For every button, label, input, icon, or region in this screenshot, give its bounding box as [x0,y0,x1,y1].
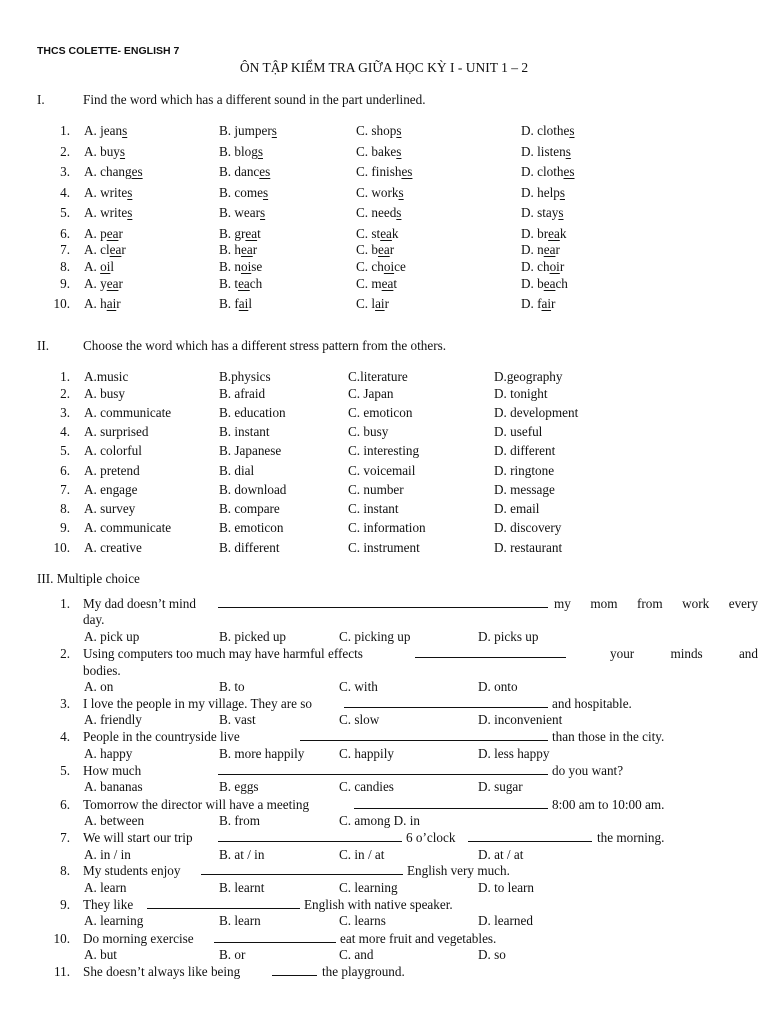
answer-option-b: B. compare [219,501,280,516]
underlined-part: s [396,205,402,220]
underlined-part: ai [375,296,385,311]
answer-option-c: C. picking up [339,629,411,644]
answer-option-a: A. year [84,276,123,291]
section-2-roman: II. [37,338,50,353]
answer-option-c: C. needs [356,205,402,220]
answer-option-d: D. to learn [478,880,535,895]
question-text: I love the people in my village. They are so [83,696,313,711]
question-text-continued: day. [83,612,105,627]
question-number: 8. [60,259,70,274]
question-text: 6 o’clock [406,830,456,845]
question-text: We will start our trip [83,830,193,845]
question-number: 1. [60,123,70,138]
underlined-part: s [260,205,266,220]
answer-option-a: A. surprised [84,424,149,439]
underlined-part: ai [541,296,552,311]
question-text: My dad doesn’t mind [83,596,196,611]
question-number: 4. [60,729,70,744]
underlined-part: ea [380,226,392,241]
answer-option-d: D. sugar [478,779,523,794]
answer-option-a: A. friendly [84,712,142,727]
answer-option-a: A. happy [84,746,133,761]
answer-option-d: D. choir [521,259,565,274]
answer-option-a: A. learn [84,880,127,895]
answer-option-d: D. clothes [521,123,575,138]
answer-option-b: B. jumpers [219,123,277,138]
section-1-heading: Find the word which has a different sound in the part underlined. [83,92,426,107]
question-number: 2. [60,386,70,401]
underlined-part: ea [106,276,119,291]
answer-option-b: B. dial [219,463,255,478]
answer-option-a: A. survey [84,501,136,516]
answer-option-c: C. happily [339,746,394,761]
answer-option-d: D.geography [494,369,563,384]
question-number: 7. [60,242,70,257]
answer-option-c: C. choice [356,259,406,274]
answer-option-d: D. at / at [478,847,524,862]
question-number: 10. [53,540,70,555]
answer-option-c: C. voicemail [348,463,416,478]
underlined-part: s [257,144,263,159]
question-number: 3. [60,164,70,179]
answer-option-b: B. eggs [219,779,259,794]
answer-option-a: A. engage [84,482,138,497]
answer-option-c: C. works [356,185,404,200]
answer-option-a: A. writes [84,185,133,200]
question-text: Do morning exercise [83,931,194,946]
answer-blank [147,908,300,909]
answer-option-d: D. discovery [494,520,562,535]
underlined-part: ea [548,226,560,241]
answer-option-a: A. pear [84,226,123,241]
answer-option-b: B. hear [219,242,258,257]
question-text: Using computers too much may have harmful effects [83,646,363,661]
answer-option-c: C. number [348,482,404,497]
answer-option-d: D. fair [521,296,556,311]
underlined-part: ea [240,242,253,257]
answer-blank [218,841,402,842]
answer-option-d: D. listens [521,144,571,159]
underlined-part: es [131,164,143,179]
answer-blank [344,707,548,708]
question-number: 3. [60,696,70,711]
question-number: 9. [60,897,70,912]
underlined-part: s [262,185,269,200]
question-number: 7. [60,482,70,497]
question-text: eat more fruit and vegetables. [340,931,497,946]
section-2-heading: Choose the word which has a different stress pattern from the others. [83,338,447,353]
answer-option-b: B. learnt [219,880,265,895]
answer-option-d: D. learned [478,913,533,928]
underlined-part: s [396,144,402,159]
question-text: How much [83,763,142,778]
answer-option-d: D. clothes [521,164,575,179]
answer-option-d: D. break [521,226,567,241]
underlined-part: ea [543,276,556,291]
question-text: the playground. [322,964,405,979]
underlined-part: s [396,123,402,138]
underlined-part: ea [238,276,250,291]
underlined-part: s [122,123,128,138]
answer-blank [468,841,592,842]
underlined-part: s [558,205,564,220]
answer-option-d: D. less happy [478,746,550,761]
answer-option-c: C. and [339,947,374,962]
answer-option-d: D. near [521,242,560,257]
answer-option-d: D. different [494,443,556,458]
answer-option-d: D. email [494,501,540,516]
answer-option-c: C. instant [348,501,399,516]
question-number: 6. [60,797,70,812]
answer-option-d: D. picks up [478,629,539,644]
answer-option-b: B. to [219,679,245,694]
answer-option-c: C.literature [348,369,408,384]
answer-option-a: A. oil [84,259,115,274]
underlined-part: oi [240,259,252,274]
answer-option-b: B. great [219,226,261,241]
answer-blank [218,607,548,608]
answer-option-c: C. steak [356,226,399,241]
answer-blank [201,874,403,875]
underlined-part: es [401,164,413,179]
answer-blank [415,657,566,658]
question-number: 6. [60,226,70,241]
answer-option-c: C. learns [339,913,386,928]
question-text: She doesn’t always like being [83,964,241,979]
answer-option-b: B. afraid [219,386,266,401]
answer-option-a: A. buys [84,144,126,159]
underlined-part: s [398,185,404,200]
answer-option-c: C. learning [339,880,398,895]
answer-option-b: B. comes [219,185,269,200]
answer-option-a: A. in / in [84,847,131,862]
underlined-part: ea [106,226,119,241]
underlined-part: ai [238,296,249,311]
question-number: 10. [53,931,70,946]
answer-option-b: B. noise [219,259,263,274]
answer-option-b: B. emoticon [219,520,284,535]
answer-option-d: D. stays [521,205,564,220]
answer-option-b: B. Japanese [219,443,282,458]
section-3-heading: III. Multiple choice [37,571,140,586]
answer-option-b: B. instant [219,424,270,439]
underlined-part: ea [381,276,394,291]
answer-option-c: C. busy [348,424,389,439]
question-text: 8:00 am to 10:00 am. [552,797,665,812]
answer-blank [272,975,317,976]
answer-option-d: D. message [494,482,555,497]
answer-option-a: A. on [84,679,114,694]
underlined-part: ea [377,242,390,257]
answer-option-a: A. creative [84,540,142,555]
underlined-part: es [563,164,575,179]
answer-option-c: C. candies [339,779,394,794]
answer-option-b: B. or [219,947,246,962]
answer-option-b: B. blogs [219,144,263,159]
question-text: English very much. [407,863,510,878]
question-text: Tomorrow the director will have a meeting [83,797,310,812]
answer-option-c: C. slow [339,712,380,727]
answer-blank [218,774,548,775]
underlined-part: s [127,205,133,220]
answer-option-d: D. development [494,405,579,420]
underlined-part: s [271,123,277,138]
question-number: 7. [60,830,70,845]
answer-option-d: D. so [478,947,506,962]
question-number: 5. [60,443,70,458]
answer-option-b: B. dances [219,164,271,179]
answer-blank [354,808,548,809]
answer-option-b: B. picked up [219,629,287,644]
answer-option-a: A. pretend [84,463,140,478]
answer-option-d: D. ringtone [494,463,555,478]
answer-option-a: A. communicate [84,405,172,420]
answer-option-b: B. vast [219,712,256,727]
answer-option-c: C. shops [356,123,402,138]
underlined-part: s [565,144,571,159]
answer-option-a: A. clear [84,242,126,257]
answer-option-d: D. onto [478,679,518,694]
answer-option-a: A. writes [84,205,133,220]
question-number: 9. [60,276,70,291]
answer-option-a: A. bananas [84,779,143,794]
answer-option-b: B. more happily [219,746,305,761]
question-text: People in the countryside live [83,729,240,744]
answer-option-a: A. but [84,947,117,962]
underlined-part: oi [549,259,560,274]
answer-option-d: D. tonight [494,386,548,401]
underlined-part: oi [383,259,395,274]
underlined-part: oi [100,259,111,274]
answer-option-a: A. colorful [84,443,142,458]
answer-option-c: C. lair [356,296,389,311]
answer-option-c: C. emoticon [348,405,413,420]
answer-option-a: A. jeans [84,123,128,138]
answer-option-a: A. busy [84,386,126,401]
answer-blank [300,740,548,741]
question-text: than those in the city. [552,729,665,744]
answer-option-d: D. helps [521,185,565,200]
answer-option-b: B. education [219,405,286,420]
underlined-part: ai [106,296,117,311]
question-number: 3. [60,405,70,420]
answer-option-a: A. hair [84,296,121,311]
answer-option-b: B. download [219,482,287,497]
answer-option-d: D. restaurant [494,540,563,555]
answer-option-a: A. communicate [84,520,172,535]
question-number: 2. [60,646,70,661]
question-number: 6. [60,463,70,478]
question-number: 4. [60,424,70,439]
underlined-part: s [119,144,126,159]
underlined-part: s [569,123,575,138]
question-text: and hospitable. [552,696,632,711]
underlined-part: ea [245,226,258,241]
question-number: 4. [60,185,70,200]
question-number: 8. [60,863,70,878]
answer-option-b: B. wears [219,205,266,220]
question-text: My students enjoy [83,863,181,878]
answer-option-c: C. meat [356,276,398,291]
question-number: 5. [60,205,70,220]
answer-option-b: B. teach [219,276,263,291]
question-text-continued: bodies. [83,663,121,678]
answer-option-a: A. between [84,813,145,828]
answer-option-a: A.music [84,369,129,384]
question-text: English with native speaker. [304,897,453,912]
question-text: the morning. [597,830,665,845]
underlined-part: s [559,185,565,200]
answer-option-b: B. different [219,540,280,555]
section-1-roman: I. [37,92,45,107]
question-number: 1. [60,369,70,384]
answer-blank [214,942,336,943]
answer-option-c: C. in / at [339,847,385,862]
question-text: do you want? [552,763,624,778]
answer-option-c: C. bakes [356,144,402,159]
question-number: 11. [54,964,70,979]
answer-option-b: B. fail [219,296,252,311]
answer-option-c: C. Japan [348,386,394,401]
answer-option-c: C. instrument [348,540,420,555]
answer-option-c: C. information [348,520,426,535]
answer-option-d: D. useful [494,424,543,439]
answer-option-d: D. beach [521,276,568,291]
answer-option-c: C. bear [356,242,395,257]
underlined-part: ea [109,242,122,257]
question-number: 10. [53,296,70,311]
answer-option-b: B. at / in [219,847,265,862]
answer-option-c: C. interesting [348,443,420,458]
question-text: They like [83,897,134,912]
answer-option-a: A. changes [84,164,143,179]
answer-option-a: A. pick up [84,629,140,644]
answer-option-c: C. with [339,679,378,694]
question-number: 5. [60,763,70,778]
answer-option-b: B. learn [219,913,261,928]
question-text: your minds and [610,646,758,661]
underlined-part: es [259,164,271,179]
answer-option-d: D. inconvenient [478,712,563,727]
question-number: 1. [60,596,70,611]
question-text: my mom from work every [554,596,758,611]
underlined-part: s [127,185,133,200]
answer-option-b: B. from [219,813,261,828]
answer-option-c: C. among D. in [339,813,420,828]
school-header: THCS COLETTE- ENGLISH 7 [37,45,180,57]
underlined-part: ea [543,242,556,257]
answer-option-c: C. finishes [356,164,413,179]
answer-option-b: B.physics [219,369,271,384]
answer-option-a: A. learning [84,913,144,928]
page-title: ÔN TẬP KIỂM TRA GIỮA HỌC KỲ I - UNIT 1 – 2 [239,60,529,75]
question-number: 2. [60,144,70,159]
question-number: 8. [60,501,70,516]
question-number: 9. [60,520,70,535]
